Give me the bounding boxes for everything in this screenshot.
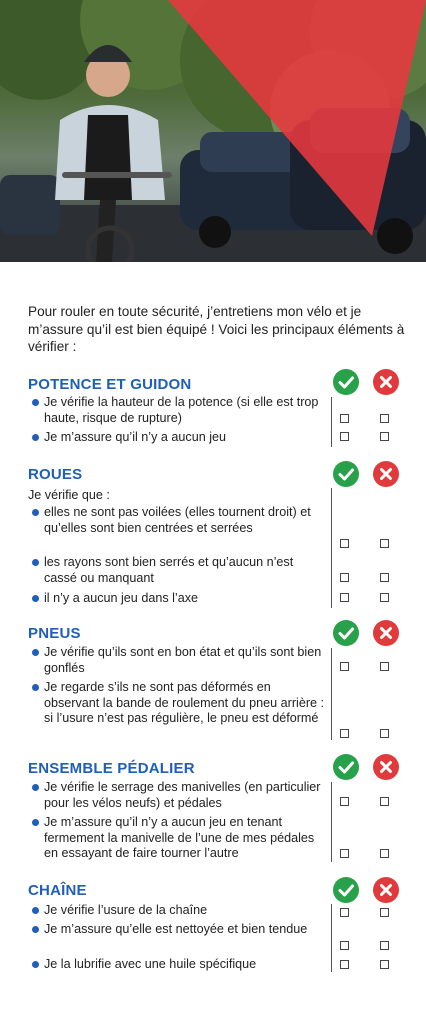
bullet-icon bbox=[32, 595, 39, 602]
list-item: Je vérifie l’usure de la chaîne bbox=[44, 903, 326, 919]
bullet-icon bbox=[32, 819, 39, 826]
checkbox-ok[interactable] bbox=[340, 414, 349, 423]
checkbox-no[interactable] bbox=[380, 432, 389, 441]
section-title-pneus: PNEUS bbox=[28, 625, 81, 642]
checkbox-no[interactable] bbox=[380, 573, 389, 582]
checkbox-ok[interactable] bbox=[340, 941, 349, 950]
checkbox-no[interactable] bbox=[380, 539, 389, 548]
list-item: Je m’assure qu’il n’y a aucun jeu bbox=[44, 430, 326, 446]
list-item: Je m’assure qu’elle est nettoyée et bien tendue bbox=[44, 922, 326, 938]
section-title-chaine: CHAÎNE bbox=[28, 882, 87, 899]
x-icon bbox=[373, 754, 399, 780]
x-icon bbox=[373, 620, 399, 646]
bullet-icon bbox=[32, 434, 39, 441]
section-title-potence: POTENCE ET GUIDON bbox=[28, 376, 192, 393]
bullet-icon bbox=[32, 649, 39, 656]
check-icon bbox=[333, 369, 359, 395]
column-divider bbox=[331, 782, 332, 862]
bullet-icon bbox=[32, 509, 39, 516]
checkbox-ok[interactable] bbox=[340, 573, 349, 582]
list-item: Je la lubrifie avec une huile spécifique bbox=[44, 957, 326, 973]
bullet-icon bbox=[32, 907, 39, 914]
list-item: elles ne sont pas voilées (elles tournent droit) et qu’elles sont bien centrées et serrées bbox=[44, 505, 326, 536]
checkbox-no[interactable] bbox=[380, 662, 389, 671]
column-divider bbox=[331, 488, 332, 608]
section-title-pedalier: ENSEMBLE PÉDALIER bbox=[28, 760, 195, 777]
x-icon bbox=[373, 461, 399, 487]
checkbox-no[interactable] bbox=[380, 414, 389, 423]
bullet-icon bbox=[32, 559, 39, 566]
list-item: Je vérifie la hauteur de la potence (si elle est trop haute, risque de rupture) bbox=[44, 395, 326, 426]
bullet-icon bbox=[32, 961, 39, 968]
checkbox-no[interactable] bbox=[380, 593, 389, 602]
hero-photo bbox=[0, 0, 426, 262]
list-item: Je vérifie qu’ils sont en bon état et qu’ils sont bien gonflés bbox=[44, 645, 326, 676]
checkbox-no[interactable] bbox=[380, 908, 389, 917]
check-icon bbox=[333, 754, 359, 780]
checkbox-ok[interactable] bbox=[340, 849, 349, 858]
checkbox-ok[interactable] bbox=[340, 960, 349, 969]
checkbox-no[interactable] bbox=[380, 941, 389, 950]
checkbox-ok[interactable] bbox=[340, 593, 349, 602]
list-item: Je vérifie le serrage des manivelles (en particulier pour les vélos neufs) et pédales bbox=[44, 780, 326, 811]
check-icon bbox=[333, 620, 359, 646]
checkbox-ok[interactable] bbox=[340, 908, 349, 917]
checkbox-ok[interactable] bbox=[340, 539, 349, 548]
checkbox-ok[interactable] bbox=[340, 729, 349, 738]
bullet-icon bbox=[32, 784, 39, 791]
checkbox-ok[interactable] bbox=[340, 432, 349, 441]
section-title-roues: ROUES bbox=[28, 466, 83, 483]
column-divider bbox=[331, 397, 332, 447]
column-divider bbox=[331, 904, 332, 972]
list-item: il n’y a aucun jeu dans l’axe bbox=[44, 591, 326, 607]
list-item: Je m’assure qu’il n’y a aucun jeu en tenant fermement la manivelle de l’une de mes pédales en essayant de faire tourner l’autre bbox=[44, 815, 326, 862]
x-icon bbox=[373, 877, 399, 903]
bullet-icon bbox=[32, 926, 39, 933]
hero-illustration bbox=[0, 0, 426, 262]
intro-text: Pour rouler en toute sécurité, j’entretiens mon vélo et je m’assure qu’il est bien équipé ! Voici les principaux éléments à vérifier : bbox=[28, 304, 405, 354]
bullet-icon bbox=[32, 684, 39, 691]
checkbox-no[interactable] bbox=[380, 960, 389, 969]
checkbox-no[interactable] bbox=[380, 797, 389, 806]
column-divider bbox=[331, 648, 332, 740]
checkbox-no[interactable] bbox=[380, 729, 389, 738]
list-item: les rayons sont bien serrés et qu’aucun n’est cassé ou manquant bbox=[44, 555, 326, 586]
section-subtitle: Je vérifie que : bbox=[28, 488, 110, 502]
checkbox-ok[interactable] bbox=[340, 797, 349, 806]
check-icon bbox=[333, 877, 359, 903]
checkbox-ok[interactable] bbox=[340, 662, 349, 671]
x-icon bbox=[373, 369, 399, 395]
bullet-icon bbox=[32, 399, 39, 406]
checkbox-no[interactable] bbox=[380, 849, 389, 858]
check-icon bbox=[333, 461, 359, 487]
list-item: Je regarde s’ils ne sont pas déformés en observant la bande de roulement du pneu arrière : si l’usure n’est pas régulière, le pneu est déformé bbox=[44, 680, 326, 727]
